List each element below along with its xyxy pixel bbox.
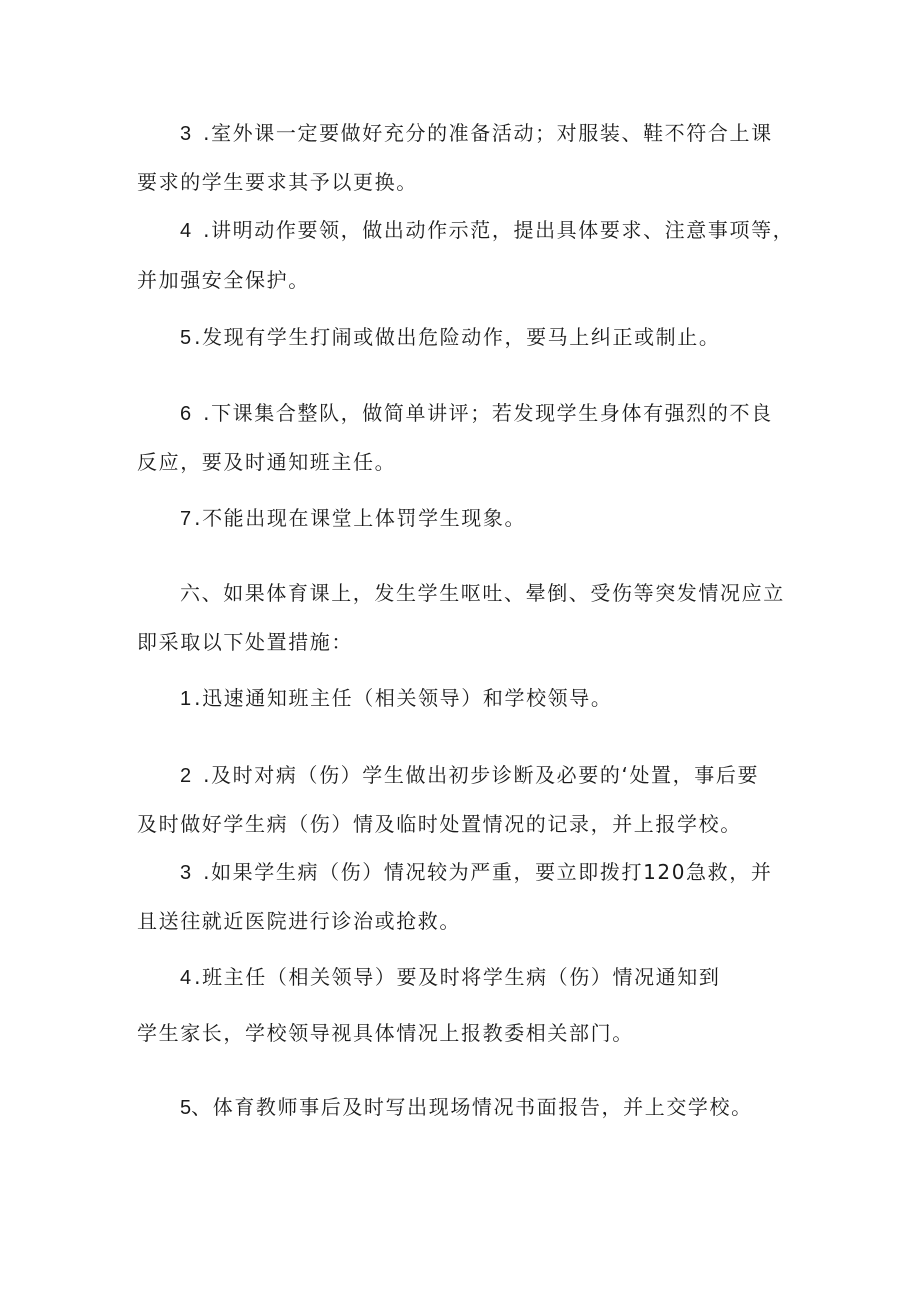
measure-number: 1 — [180, 688, 192, 710]
item-text: .不能出现在课堂上体罚学生现象。 — [194, 506, 527, 530]
measure-3-line-1 — [180, 860, 772, 885]
item-6-line-1 — [180, 401, 773, 426]
measure-3-line-2: 且送往就近医院进行诊治或抢救。 — [137, 909, 461, 933]
item-6-line-2: 反应，要及时通知班主任。 — [137, 450, 397, 474]
item-number: 7 — [180, 508, 192, 530]
item-number: 4 — [180, 220, 192, 242]
measure-2-line-2: 及时做好学生病（伤）情及临时处置情况的记录，并上报学校。 — [137, 812, 742, 836]
measure-4-line-1 — [180, 965, 720, 990]
measure-number: 5 — [180, 1097, 192, 1119]
item-4-line-2: 并加强安全保护。 — [137, 268, 310, 292]
item-4-line-1 — [180, 218, 794, 243]
measure-text: .班主任（相关领导）要及时将学生病（伤）情况通知到 — [194, 965, 721, 989]
measure-number: 4 — [180, 967, 192, 989]
item-3-line-1 — [180, 121, 773, 146]
item-5-line — [180, 325, 720, 350]
measure-text: .如果学生病（伤）情况较为严重，要立即拨打120急救，并 — [203, 860, 773, 884]
item-text: .发现有学生打闹或做出危险动作，要马上纠正或制止。 — [194, 325, 721, 349]
measure-text: 、体育教师事后及时写出现场情况书面报告，并上交学校。 — [191, 1095, 753, 1119]
measure-1-line — [180, 686, 612, 711]
item-text: .室外课一定要做好充分的准备活动；对服装、鞋不符合上课 — [203, 121, 773, 145]
measure-text: .迅速通知班主任（相关领导）和学校领导。 — [194, 686, 613, 710]
item-number: 6 — [180, 403, 192, 425]
measure-number: 2 — [180, 765, 192, 787]
measure-4-line-2: 学生家长，学校领导视具体情况上报教委相关部门。 — [137, 1021, 634, 1045]
item-7-line — [180, 506, 526, 531]
measure-5-line — [180, 1095, 753, 1120]
item-number: 3 — [180, 123, 192, 145]
section-six-heading-line-1: 六、如果体育课上，发生学生呕吐、晕倒、受伤等突发情况应立 — [180, 581, 785, 605]
section-six-heading-line-2: 即采取以下处置措施： — [137, 630, 353, 654]
item-text: .讲明动作要领，做出动作示范，提出具体要求、注意事项等， — [203, 218, 795, 242]
measure-2-line-1 — [180, 763, 759, 788]
measure-number: 3 — [180, 862, 192, 884]
item-text: .下课集合整队，做简单讲评；若发现学生身体有强烈的不良 — [203, 401, 773, 425]
item-number: 5 — [180, 327, 192, 349]
measure-text: .及时对病（伤）学生做出初步诊断及必要的‘处置，事后要 — [203, 763, 760, 787]
item-3-line-2: 要求的学生要求其予以更换。 — [137, 170, 418, 194]
